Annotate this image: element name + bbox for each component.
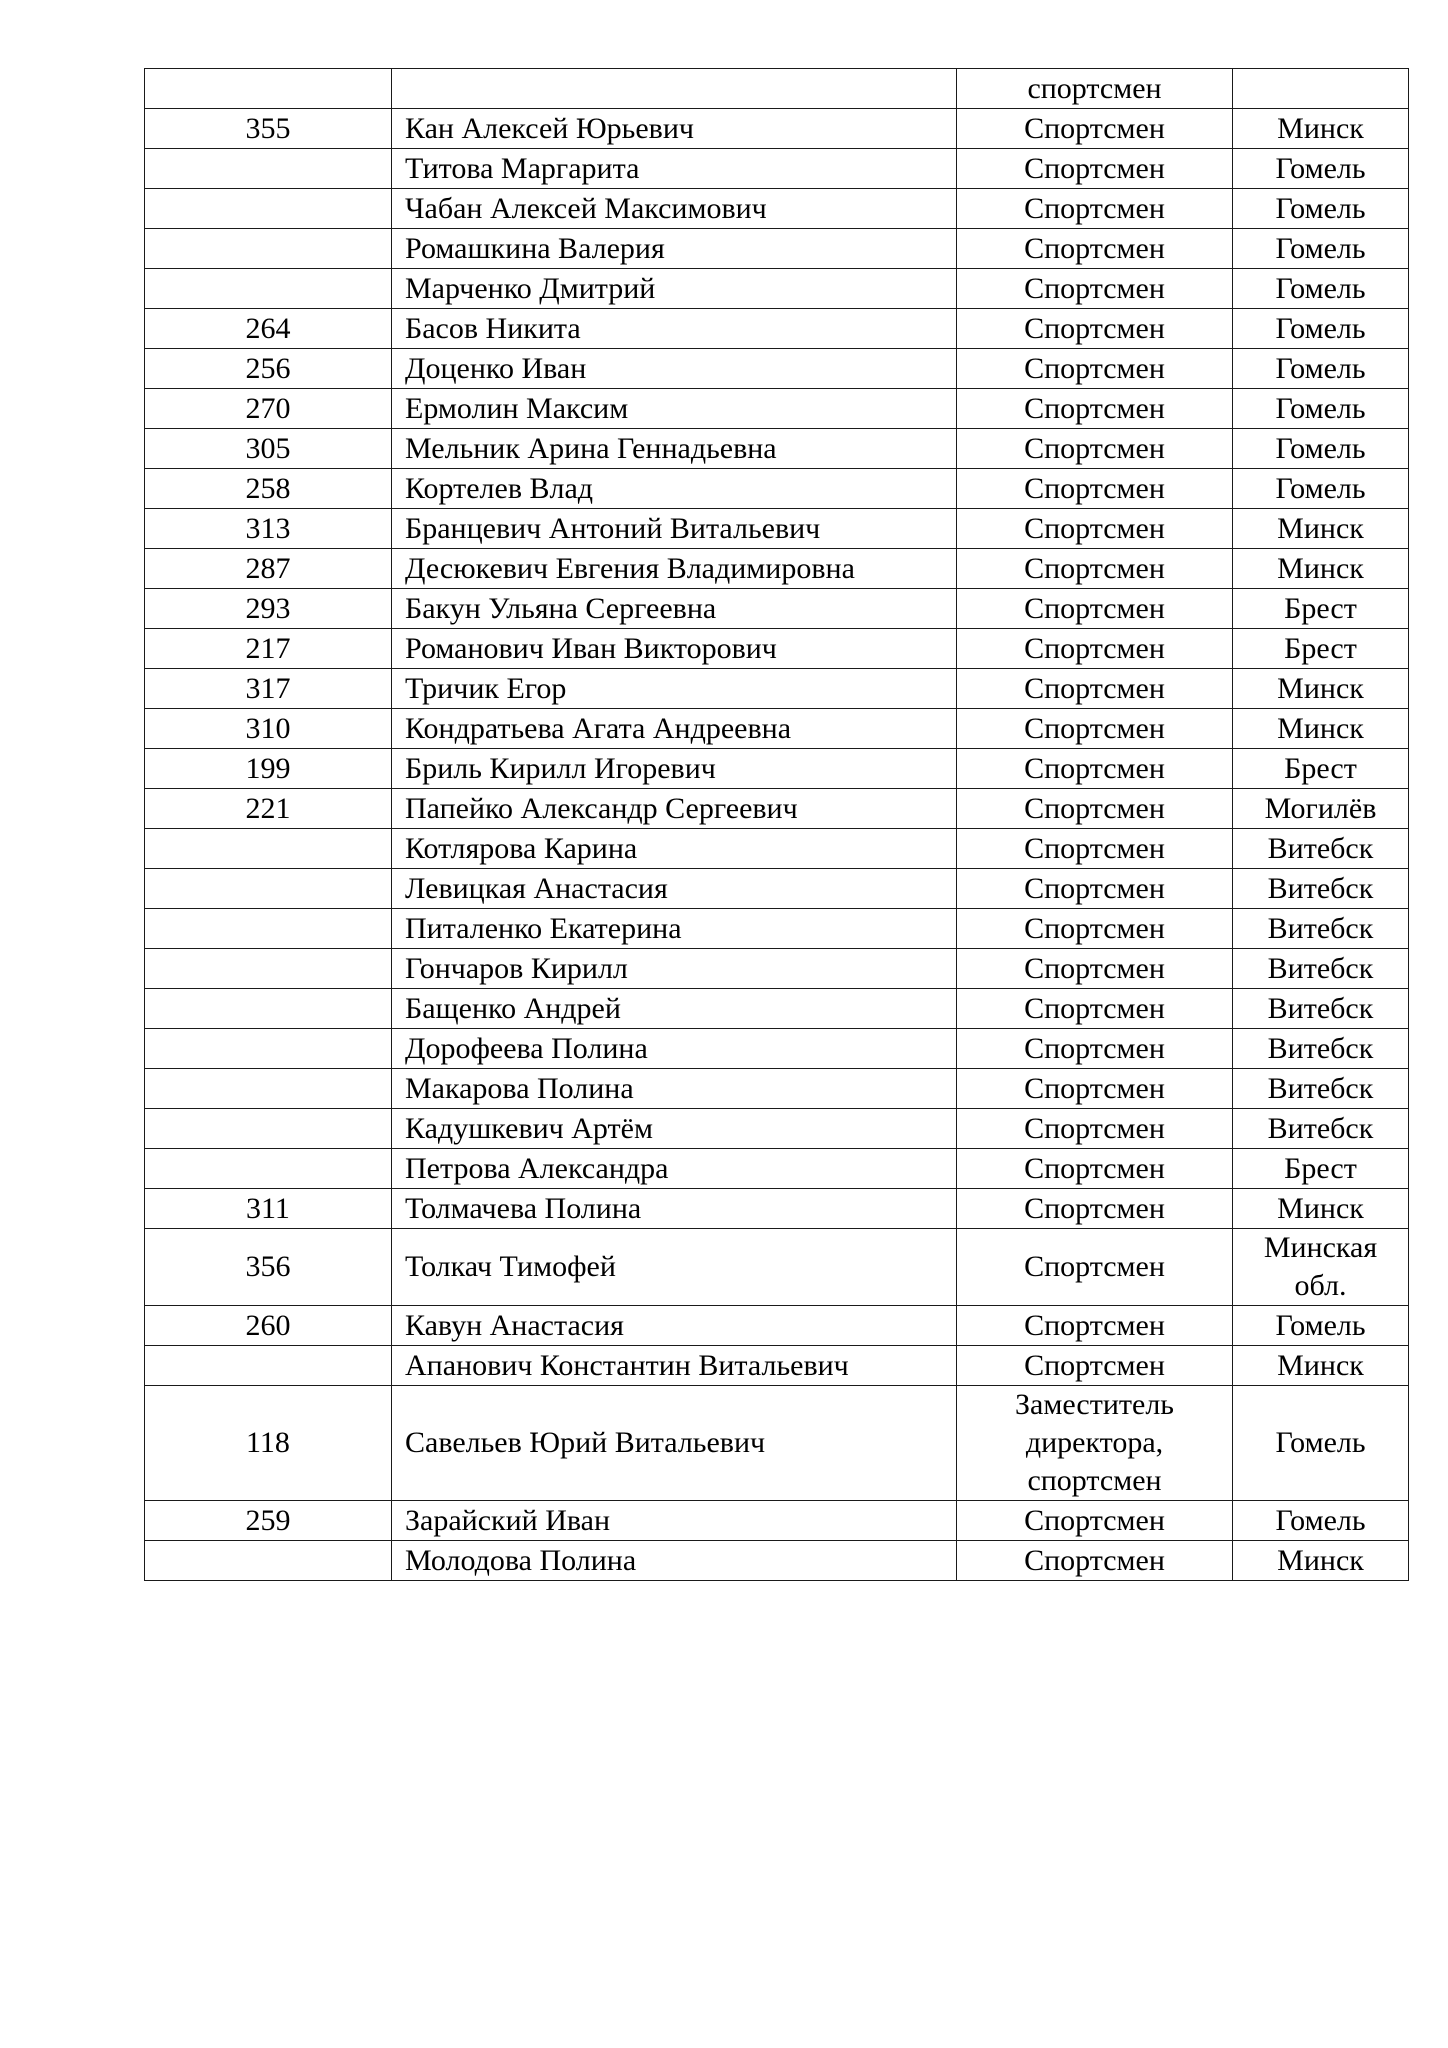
table-row bbox=[145, 949, 1409, 989]
participant-role bbox=[957, 189, 1233, 229]
table-row bbox=[145, 1541, 1409, 1581]
participant-name: Питаленко Екатерина bbox=[392, 909, 957, 949]
role-line: Спортсмен bbox=[1024, 191, 1165, 225]
table-row bbox=[145, 1501, 1409, 1541]
role-line: Спортсмен bbox=[1024, 111, 1165, 145]
participant-number bbox=[145, 1149, 392, 1189]
participant-city bbox=[1233, 589, 1409, 629]
table-row bbox=[145, 909, 1409, 949]
participant-city bbox=[1233, 1149, 1409, 1189]
participant-city bbox=[1233, 549, 1409, 589]
participant-role bbox=[957, 709, 1233, 749]
participant-role bbox=[957, 1541, 1233, 1581]
participant-city bbox=[1233, 269, 1409, 309]
participant-number: 270 bbox=[145, 389, 392, 429]
table-row bbox=[145, 989, 1409, 1029]
table-row bbox=[145, 1386, 1409, 1501]
participant-number: 256 bbox=[145, 349, 392, 389]
role-line: Спортсмен bbox=[1024, 431, 1165, 465]
participant-name: Бранцевич Антоний Витальевич bbox=[392, 509, 957, 549]
participant-role bbox=[957, 389, 1233, 429]
city-line: Минск bbox=[1277, 111, 1364, 145]
table-row bbox=[145, 589, 1409, 629]
city-line: Брест bbox=[1284, 631, 1357, 665]
participant-role bbox=[957, 1109, 1233, 1149]
participant-name: Десюкевич Евгения Владимировна bbox=[392, 549, 957, 589]
participant-number bbox=[145, 1029, 392, 1069]
participant-number bbox=[145, 229, 392, 269]
participant-name: Бакун Ульяна Сергеевна bbox=[392, 589, 957, 629]
participant-role bbox=[957, 789, 1233, 829]
participant-role bbox=[957, 469, 1233, 509]
table-row bbox=[145, 69, 1409, 109]
participant-city bbox=[1233, 749, 1409, 789]
role-line: Спортсмен bbox=[1024, 1111, 1165, 1145]
table-row bbox=[145, 1346, 1409, 1386]
participant-role bbox=[957, 589, 1233, 629]
participant-number: 221 bbox=[145, 789, 392, 829]
participant-number: 264 bbox=[145, 309, 392, 349]
participant-city bbox=[1233, 309, 1409, 349]
participant-role bbox=[957, 669, 1233, 709]
participant-role bbox=[957, 1149, 1233, 1189]
role-line: Спортсмен bbox=[1024, 311, 1165, 345]
participant-number bbox=[145, 1541, 392, 1581]
city-line: Гомель bbox=[1275, 231, 1366, 265]
participant-name: Петрова Александра bbox=[392, 1149, 957, 1189]
participant-city bbox=[1233, 109, 1409, 149]
participant-name: Титова Маргарита bbox=[392, 149, 957, 189]
table-row bbox=[145, 869, 1409, 909]
table-row bbox=[145, 549, 1409, 589]
role-line: Спортсмен bbox=[1024, 1503, 1165, 1537]
participant-name: Толмачева Полина bbox=[392, 1189, 957, 1229]
participant-role bbox=[957, 429, 1233, 469]
participant-city bbox=[1233, 1306, 1409, 1346]
participant-name: Апанович Константин Витальевич bbox=[392, 1346, 957, 1386]
participant-city bbox=[1233, 349, 1409, 389]
city-line: Витебск bbox=[1267, 1071, 1374, 1105]
table-row bbox=[145, 349, 1409, 389]
participant-number bbox=[145, 269, 392, 309]
participant-role bbox=[957, 869, 1233, 909]
participant-role bbox=[957, 509, 1233, 549]
participant-name: Кавун Анастасия bbox=[392, 1306, 957, 1346]
city-line: Витебск bbox=[1267, 991, 1374, 1025]
participant-name: Ромашкина Валерия bbox=[392, 229, 957, 269]
participant-city bbox=[1233, 1541, 1409, 1581]
table-row bbox=[145, 509, 1409, 549]
city-line: Гомель bbox=[1275, 1503, 1366, 1537]
participant-city bbox=[1233, 989, 1409, 1029]
participant-role bbox=[957, 749, 1233, 789]
participant-city bbox=[1233, 1229, 1409, 1306]
participant-name: Чабан Алексей Максимович bbox=[392, 189, 957, 229]
city-line: Витебск bbox=[1267, 911, 1374, 945]
role-line: Спортсмен bbox=[1024, 391, 1165, 425]
participant-name: Макарова Полина bbox=[392, 1069, 957, 1109]
role-line: Спортсмен bbox=[1024, 711, 1165, 745]
city-line: Витебск bbox=[1267, 951, 1374, 985]
roster-table-body bbox=[145, 69, 1409, 1581]
role-line: Спортсмен bbox=[1024, 951, 1165, 985]
participant-city bbox=[1233, 829, 1409, 869]
city-line: Минск bbox=[1277, 551, 1364, 585]
participant-role bbox=[957, 229, 1233, 269]
city-line: Минск bbox=[1277, 511, 1364, 545]
participant-number bbox=[145, 1346, 392, 1386]
role-line: директора, bbox=[1025, 1426, 1164, 1459]
role-line: спортсмен bbox=[1027, 1464, 1162, 1497]
city-line: Витебск bbox=[1267, 831, 1374, 865]
city-line: Гомель bbox=[1275, 191, 1366, 225]
table-row bbox=[145, 389, 1409, 429]
participant-city bbox=[1233, 789, 1409, 829]
city-line: Витебск bbox=[1267, 1031, 1374, 1065]
participant-role bbox=[957, 1029, 1233, 1069]
role-line: Спортсмен bbox=[1024, 1151, 1165, 1185]
participant-city bbox=[1233, 429, 1409, 469]
role-line: Спортсмен bbox=[1024, 271, 1165, 305]
table-row bbox=[145, 1029, 1409, 1069]
table-row bbox=[145, 789, 1409, 829]
table-row bbox=[145, 229, 1409, 269]
participant-name: Мельник Арина Геннадьевна bbox=[392, 429, 957, 469]
participant-name: Тричик Егор bbox=[392, 669, 957, 709]
participant-city bbox=[1233, 669, 1409, 709]
role-line: Спортсмен bbox=[1024, 791, 1165, 825]
city-line: Гомель bbox=[1275, 1426, 1366, 1459]
participant-number: 313 bbox=[145, 509, 392, 549]
participant-number: 258 bbox=[145, 469, 392, 509]
city-line: Минск bbox=[1277, 711, 1364, 745]
participant-name: Кадушкевич Артём bbox=[392, 1109, 957, 1149]
participant-number bbox=[145, 949, 392, 989]
role-line: Спортсмен bbox=[1024, 231, 1165, 265]
participant-name: Басов Никита bbox=[392, 309, 957, 349]
city-line: Гомель bbox=[1275, 271, 1366, 305]
participant-city bbox=[1233, 1501, 1409, 1541]
participant-name: Кондратьева Агата Андреевна bbox=[392, 709, 957, 749]
participant-city bbox=[1233, 1346, 1409, 1386]
participant-role bbox=[957, 1069, 1233, 1109]
participant-name: Зарайский Иван bbox=[392, 1501, 957, 1541]
table-row bbox=[145, 109, 1409, 149]
role-line: Заместитель bbox=[1015, 1388, 1174, 1421]
city-line: Минск bbox=[1277, 1348, 1364, 1382]
participant-role bbox=[957, 989, 1233, 1029]
city-line: Минск bbox=[1277, 671, 1364, 705]
participant-number: 356 bbox=[145, 1229, 392, 1306]
participant-name: Дорофеева Полина bbox=[392, 1029, 957, 1069]
participant-number: 293 bbox=[145, 589, 392, 629]
city-line: Гомель bbox=[1275, 351, 1366, 385]
participant-city bbox=[1233, 389, 1409, 429]
participant-role bbox=[957, 629, 1233, 669]
participant-number: 199 bbox=[145, 749, 392, 789]
role-line: Спортсмен bbox=[1024, 1250, 1165, 1283]
role-line: Спортсмен bbox=[1024, 351, 1165, 385]
city-line: Минская bbox=[1263, 1231, 1378, 1264]
table-row bbox=[145, 629, 1409, 669]
role-line: Спортсмен bbox=[1024, 1543, 1165, 1577]
participant-number bbox=[145, 1109, 392, 1149]
participant-city bbox=[1233, 869, 1409, 909]
participant-name: Романович Иван Викторович bbox=[392, 629, 957, 669]
role-line: Спортсмен bbox=[1024, 831, 1165, 865]
participant-role bbox=[957, 1306, 1233, 1346]
participant-role bbox=[957, 1501, 1233, 1541]
participant-number: 355 bbox=[145, 109, 392, 149]
table-row bbox=[145, 1069, 1409, 1109]
city-line: Минск bbox=[1277, 1191, 1364, 1225]
participant-city bbox=[1233, 229, 1409, 269]
participant-city bbox=[1233, 1069, 1409, 1109]
role-line: Спортсмен bbox=[1024, 591, 1165, 625]
city-line: обл. bbox=[1294, 1269, 1347, 1302]
role-line: Спортсмен bbox=[1024, 1071, 1165, 1105]
participant-city bbox=[1233, 909, 1409, 949]
role-line: Спортсмен bbox=[1024, 991, 1165, 1025]
city-line: Витебск bbox=[1267, 871, 1374, 905]
participant-name: Кортелев Влад bbox=[392, 469, 957, 509]
participant-city bbox=[1233, 149, 1409, 189]
participant-number bbox=[145, 989, 392, 1029]
participant-name: Бащенко Андрей bbox=[392, 989, 957, 1029]
participant-city bbox=[1233, 949, 1409, 989]
role-line: спортсмен bbox=[1027, 71, 1162, 105]
role-line: Спортсмен bbox=[1024, 471, 1165, 505]
role-line: Спортсмен bbox=[1024, 551, 1165, 585]
participant-number bbox=[145, 829, 392, 869]
city-line: Гомель bbox=[1275, 151, 1366, 185]
participant-name: Молодова Полина bbox=[392, 1541, 957, 1581]
participant-role bbox=[957, 549, 1233, 589]
participant-number bbox=[145, 69, 392, 109]
participant-role bbox=[957, 149, 1233, 189]
participant-role bbox=[957, 1346, 1233, 1386]
table-row bbox=[145, 469, 1409, 509]
participant-role bbox=[957, 69, 1233, 109]
role-line: Спортсмен bbox=[1024, 1191, 1165, 1225]
participant-name: Левицкая Анастасия bbox=[392, 869, 957, 909]
city-line: Гомель bbox=[1275, 1308, 1366, 1342]
participant-city bbox=[1233, 1386, 1409, 1501]
participant-city bbox=[1233, 709, 1409, 749]
city-line: Гомель bbox=[1275, 431, 1366, 465]
participant-city bbox=[1233, 509, 1409, 549]
table-row bbox=[145, 269, 1409, 309]
participant-name: Марченко Дмитрий bbox=[392, 269, 957, 309]
participant-role bbox=[957, 829, 1233, 869]
participant-name: Котлярова Карина bbox=[392, 829, 957, 869]
table-row bbox=[145, 669, 1409, 709]
participant-number: 305 bbox=[145, 429, 392, 469]
role-line: Спортсмен bbox=[1024, 511, 1165, 545]
participant-role bbox=[957, 1386, 1233, 1501]
participant-number: 259 bbox=[145, 1501, 392, 1541]
participant-role bbox=[957, 269, 1233, 309]
participant-number: 310 bbox=[145, 709, 392, 749]
participant-name: Толкач Тимофей bbox=[392, 1229, 957, 1306]
participant-number: 217 bbox=[145, 629, 392, 669]
table-row bbox=[145, 1189, 1409, 1229]
participant-number bbox=[145, 189, 392, 229]
participant-name: Савельев Юрий Витальевич bbox=[392, 1386, 957, 1501]
participant-number: 311 bbox=[145, 1189, 392, 1229]
participant-city bbox=[1233, 1109, 1409, 1149]
participant-city bbox=[1233, 1029, 1409, 1069]
participant-role bbox=[957, 109, 1233, 149]
role-line: Спортсмен bbox=[1024, 1031, 1165, 1065]
table-row bbox=[145, 189, 1409, 229]
participant-number: 287 bbox=[145, 549, 392, 589]
city-line: Гомель bbox=[1275, 311, 1366, 345]
table-row bbox=[145, 1149, 1409, 1189]
city-line: Гомель bbox=[1275, 471, 1366, 505]
participant-number: 317 bbox=[145, 669, 392, 709]
city-line: Брест bbox=[1284, 591, 1357, 625]
roster-table bbox=[144, 68, 1409, 1581]
participant-number: 118 bbox=[145, 1386, 392, 1501]
city-line: Могилёв bbox=[1264, 791, 1377, 825]
participant-name: Доценко Иван bbox=[392, 349, 957, 389]
participant-role bbox=[957, 349, 1233, 389]
table-row bbox=[145, 1306, 1409, 1346]
city-line: Минск bbox=[1277, 1543, 1364, 1577]
table-row bbox=[145, 429, 1409, 469]
table-row bbox=[145, 309, 1409, 349]
city-line: Витебск bbox=[1267, 1111, 1374, 1145]
participant-city bbox=[1233, 189, 1409, 229]
participant-city bbox=[1233, 629, 1409, 669]
participant-number: 260 bbox=[145, 1306, 392, 1346]
role-line: Спортсмен bbox=[1024, 1308, 1165, 1342]
participant-name: Кан Алексей Юрьевич bbox=[392, 109, 957, 149]
participant-name: Гончаров Кирилл bbox=[392, 949, 957, 989]
participant-city bbox=[1233, 69, 1409, 109]
participant-name bbox=[392, 69, 957, 109]
participant-city bbox=[1233, 469, 1409, 509]
participant-name: Бриль Кирилл Игоревич bbox=[392, 749, 957, 789]
participant-name: Папейко Александр Сергеевич bbox=[392, 789, 957, 829]
table-row bbox=[145, 709, 1409, 749]
city-line: Гомель bbox=[1275, 391, 1366, 425]
participant-name: Ермолин Максим bbox=[392, 389, 957, 429]
table-row bbox=[145, 149, 1409, 189]
participant-number bbox=[145, 909, 392, 949]
participant-role bbox=[957, 1229, 1233, 1306]
participant-number bbox=[145, 1069, 392, 1109]
table-row bbox=[145, 1109, 1409, 1149]
table-row bbox=[145, 749, 1409, 789]
participant-role bbox=[957, 909, 1233, 949]
participant-role bbox=[957, 1189, 1233, 1229]
role-line: Спортсмен bbox=[1024, 751, 1165, 785]
participant-role bbox=[957, 949, 1233, 989]
role-line: Спортсмен bbox=[1024, 1348, 1165, 1382]
role-line: Спортсмен bbox=[1024, 151, 1165, 185]
table-row bbox=[145, 829, 1409, 869]
participant-role bbox=[957, 309, 1233, 349]
role-line: Спортсмен bbox=[1024, 911, 1165, 945]
role-line: Спортсмен bbox=[1024, 671, 1165, 705]
city-line: Брест bbox=[1284, 1151, 1357, 1185]
city-line: Брест bbox=[1284, 751, 1357, 785]
table-row bbox=[145, 1229, 1409, 1306]
participant-city bbox=[1233, 1189, 1409, 1229]
participant-number bbox=[145, 149, 392, 189]
participant-number bbox=[145, 869, 392, 909]
role-line: Спортсмен bbox=[1024, 871, 1165, 905]
role-line: Спортсмен bbox=[1024, 631, 1165, 665]
